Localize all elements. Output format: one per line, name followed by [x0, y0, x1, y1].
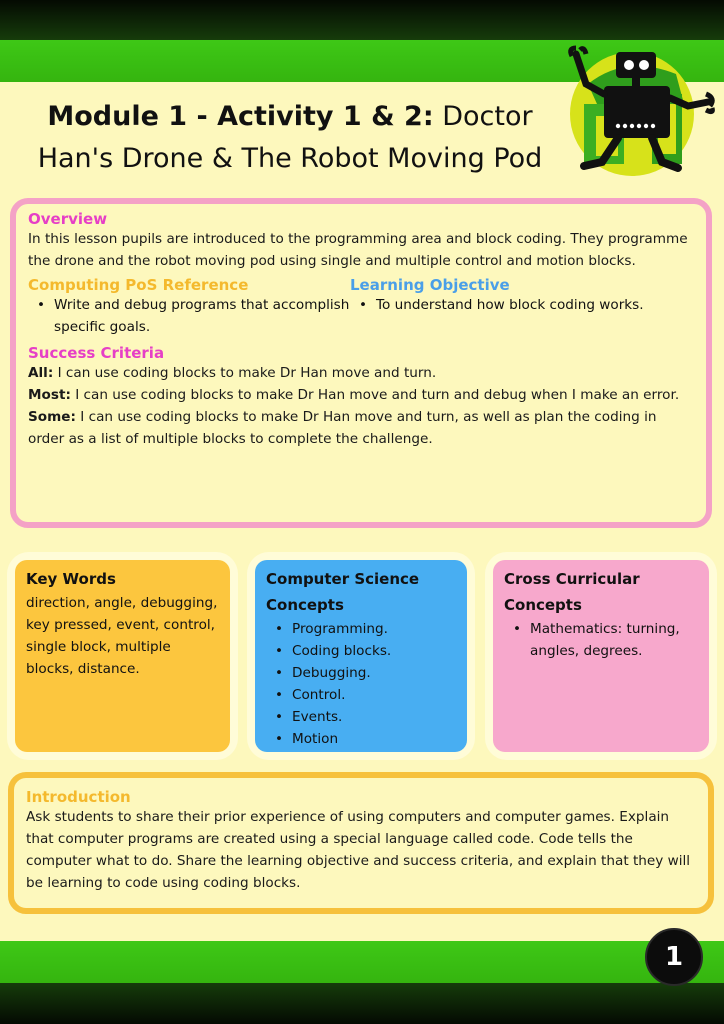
cross-curricular-panel: [493, 560, 709, 752]
title-bold: Module 1 - Activity 1 & 2:: [47, 101, 434, 132]
criteria-label: All:: [28, 365, 54, 381]
cs-concept-item: • Programming.: [266, 618, 456, 640]
page-title: [0, 96, 580, 180]
criteria-text: I can use coding blocks to make Dr Han move and turn, as well as plan the coding in order as a list of multiple blocks to complete the challenge.: [28, 409, 657, 447]
key-words-text: direction, angle, debugging, key pressed, event, control, single block, multiple blocks, distance.: [26, 595, 218, 677]
cs-concepts-card: [247, 552, 475, 760]
introduction-heading: Introduction: [26, 788, 131, 806]
criteria-most: [28, 384, 694, 406]
introduction-text: Ask students to share their prior experience of using computers and computer games. Explain that computer programs are created using a special language called code. Code tells the computer what to do. Share the learning objective and success criteria, and explain that they will be learning to code using coding blocks.: [26, 809, 691, 891]
cs-concepts-panel: [255, 560, 467, 752]
cs-concept-item: • Debugging.: [266, 662, 456, 684]
cs-concept-item: • Control.: [266, 684, 456, 706]
success-heading: Success Criteria: [28, 344, 165, 362]
introduction-section: [8, 772, 714, 914]
pos-objective-row: [28, 276, 694, 338]
pos-item: • Write and debug programs that accomplish specific goals.: [28, 294, 350, 338]
cross-curricular-list: [504, 618, 698, 662]
criteria-all: [28, 362, 694, 384]
cs-concept-item: • Events.: [266, 706, 456, 728]
pos-heading: Computing PoS Reference: [28, 276, 249, 294]
top-dark-band: [0, 0, 724, 40]
cs-concepts-list: [266, 618, 456, 750]
cross-curricular-heading: Cross Curricular Concepts: [504, 570, 640, 614]
title-line2: Han's Drone & The Robot Moving Pod: [37, 143, 543, 174]
overview-text: In this lesson pupils are introduced to the programming area and block coding. They programme the drone and the robot moving pod using single and multiple control and motion blocks.: [28, 231, 688, 269]
key-words-panel: [15, 560, 230, 752]
key-words-heading: Key Words: [26, 570, 116, 588]
cross-curricular-item: • Mathematics: turning, angles, degrees.: [504, 618, 698, 662]
bottom-green-band: [0, 941, 724, 983]
overview-heading: Overview: [28, 210, 108, 228]
key-words-card: [7, 552, 238, 760]
cs-concept-item: • Motion: [266, 728, 456, 750]
criteria-text: I can use coding blocks to make Dr Han move and turn and debug when I make an error.: [70, 387, 680, 403]
cross-curricular-card: [485, 552, 717, 760]
overview-section: [10, 198, 712, 528]
title-rest: Doctor: [433, 101, 533, 132]
objective-list: [350, 294, 690, 316]
pos-column: [28, 276, 350, 338]
cs-concepts-heading: Computer Science Concepts: [266, 570, 420, 614]
objective-column: [350, 276, 690, 338]
criteria-label: Some:: [28, 409, 76, 425]
criteria-some: [28, 406, 694, 450]
cs-concept-item: • Coding blocks.: [266, 640, 456, 662]
pos-list: [28, 294, 350, 338]
objective-item: • To understand how block coding works.: [350, 294, 690, 316]
objective-heading: Learning Objective: [350, 276, 510, 294]
page-number-badge: 1: [645, 928, 703, 986]
robot-icon: [566, 44, 716, 180]
criteria-text: I can use coding blocks to make Dr Han move and turn.: [53, 365, 437, 381]
bottom-dark-band: [0, 983, 724, 1024]
criteria-label: Most:: [28, 387, 71, 403]
